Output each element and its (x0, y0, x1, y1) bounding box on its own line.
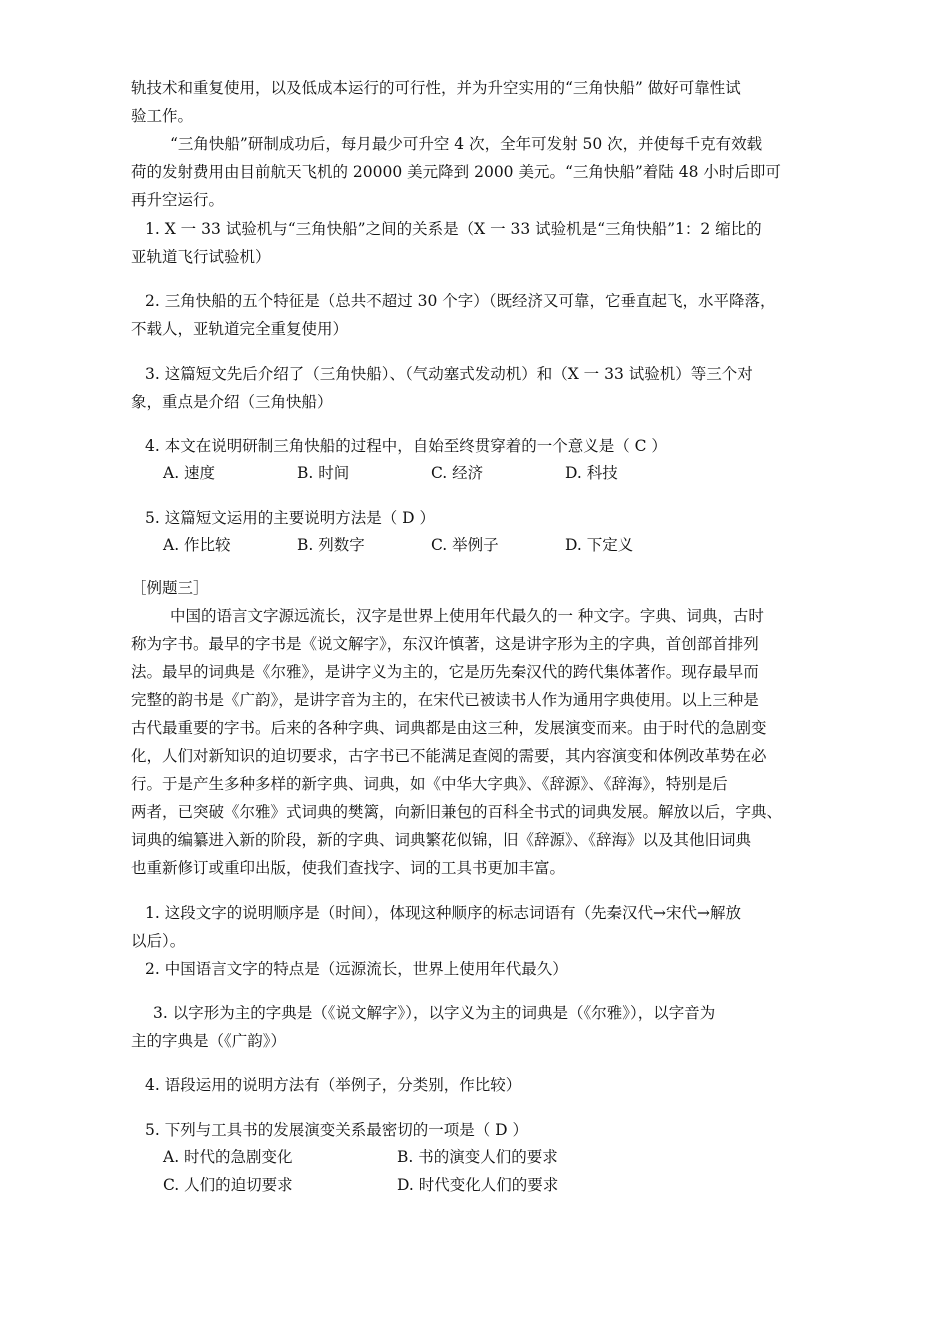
paragraph-line: 也重新修订或重印出版，使我们查找字、词的工具书更加丰富。 (131, 859, 566, 877)
paragraph-line: 称为字书。最早的字书是《说文解字》，东汉许慎著，这是讲字形为主的字典，首创部首排列 (131, 635, 759, 653)
passage-line: 轨技术和重复使用，以及低成本运行的可行性，并为升空实用的“三角快船” 做好可靠性试 (131, 79, 741, 97)
example-heading: ［例题三］ (131, 579, 209, 597)
paragraph-line: 词典的编纂进入新的阶段，新的字典、词典繁花似锦，旧《辞源》、《辞海》以及其他旧词典 (131, 831, 752, 849)
option-d: D. 科技 (565, 464, 618, 482)
question-4: 4. 语段运用的说明方法有（举例子，分类别，作比较） (145, 1076, 522, 1094)
paragraph-line: 行。于是产生多种多样的新字典、词典，如《中华大字典》、《辞源》、《辞海》，特别是后 (131, 775, 728, 793)
passage-line: 验工作。 (131, 107, 194, 125)
question-1: 1. 这段文字的说明顺序是（时间），体现这种顺序的标志词语有（先秦汉代→宋代→解放 (145, 904, 741, 922)
paragraph-line: 完整的韵书是《广韵》，是讲字音为主的，在宋代已被读书人作为通用字典使用。以上三种是 (131, 691, 759, 709)
option-a: A. 时代的急剧变化 (163, 1148, 293, 1166)
option-d: D. 时代变化人们的要求 (397, 1176, 559, 1194)
passage-line: 再升空运行。 (131, 191, 225, 209)
question-3: 3. 这篇短文先后介绍了（三角快船）、（气动塞式发动机）和（X 一 33 试验机）等三个对 (145, 365, 753, 383)
question-1-cont: 亚轨道飞行试验机） (131, 248, 271, 266)
paragraph-line: 化，人们对新知识的迫切要求，古字书已不能满足查阅的需要，其内容演变和体例改革势在必 (131, 747, 767, 765)
option-b: B. 时间 (297, 464, 350, 482)
question-3-cont: 主的字典是（《广韵》） (131, 1032, 287, 1050)
question-1-cont: 以后）。 (131, 932, 186, 950)
option-b: B. 书的演变人们的要求 (397, 1148, 558, 1166)
passage-line: “三角快船”研制成功后，每月最少可升空 4 次，全年可发射 50 次，并使每千克有效载 (170, 135, 763, 153)
question-2: 2. 中国语言文字的特点是（远源流长，世界上使用年代最久） (145, 960, 568, 978)
option-c: C. 举例子 (431, 536, 499, 554)
option-b: B. 列数字 (297, 536, 365, 554)
question-3-cont: 象，重点是介绍（三角快船） (131, 393, 333, 411)
question-4: 4. 本文在说明研制三角快船的过程中，自始至终贯穿着的一个意义是（ C ） (145, 437, 667, 455)
paragraph-line: 两者，已突破《尔雅》式词典的樊篱，向新旧兼包的百科全书式的词典发展。解放以后，字典、 (131, 803, 783, 821)
question-5: 5. 这篇短文运用的主要说明方法是（ D ） (145, 509, 435, 527)
paragraph-line: 古代最重要的字书。后来的各种字典、词典都是由这三种，发展演变而来。由于时代的急剧变 (131, 719, 767, 737)
option-a: A. 速度 (163, 464, 216, 482)
passage-line: 荷的发射费用由目前航天飞机的 20000 美元降到 2000 美元。“三角快船”着陆 48 小时后即可 (131, 163, 781, 181)
paragraph-line: 法。最早的词典是《尔雅》，是讲字义为主的，它是历先秦汉代的跨代集体著作。现存最早而 (131, 663, 759, 681)
paragraph-line: 中国的语言文字源远流长，汉字是世界上使用年代最久的一 种文字。字典、词典，古时 (170, 607, 764, 625)
question-2: 2. 三角快船的五个特征是（总共不超过 30 个字）（既经济又可靠，它垂直起飞，水平降落， (145, 292, 776, 310)
question-3: 3. 以字形为主的字典是（《说文解字》），以字义为主的词典是（《尔雅》），以字音为 (153, 1004, 716, 1022)
option-c: C. 人们的迫切要求 (163, 1176, 293, 1194)
question-2-cont: 不载人，亚轨道完全重复使用） (131, 320, 349, 338)
option-a: A. 作比较 (163, 536, 231, 554)
question-5: 5. 下列与工具书的发展演变关系最密切的一项是（ D ） (145, 1121, 528, 1139)
question-1: 1. X 一 33 试验机与“三角快船”之间的关系是（X 一 33 试验机是“三角快船”1：2 缩比的 (145, 220, 762, 238)
option-c: C. 经济 (431, 464, 484, 482)
option-d: D. 下定义 (565, 536, 634, 554)
